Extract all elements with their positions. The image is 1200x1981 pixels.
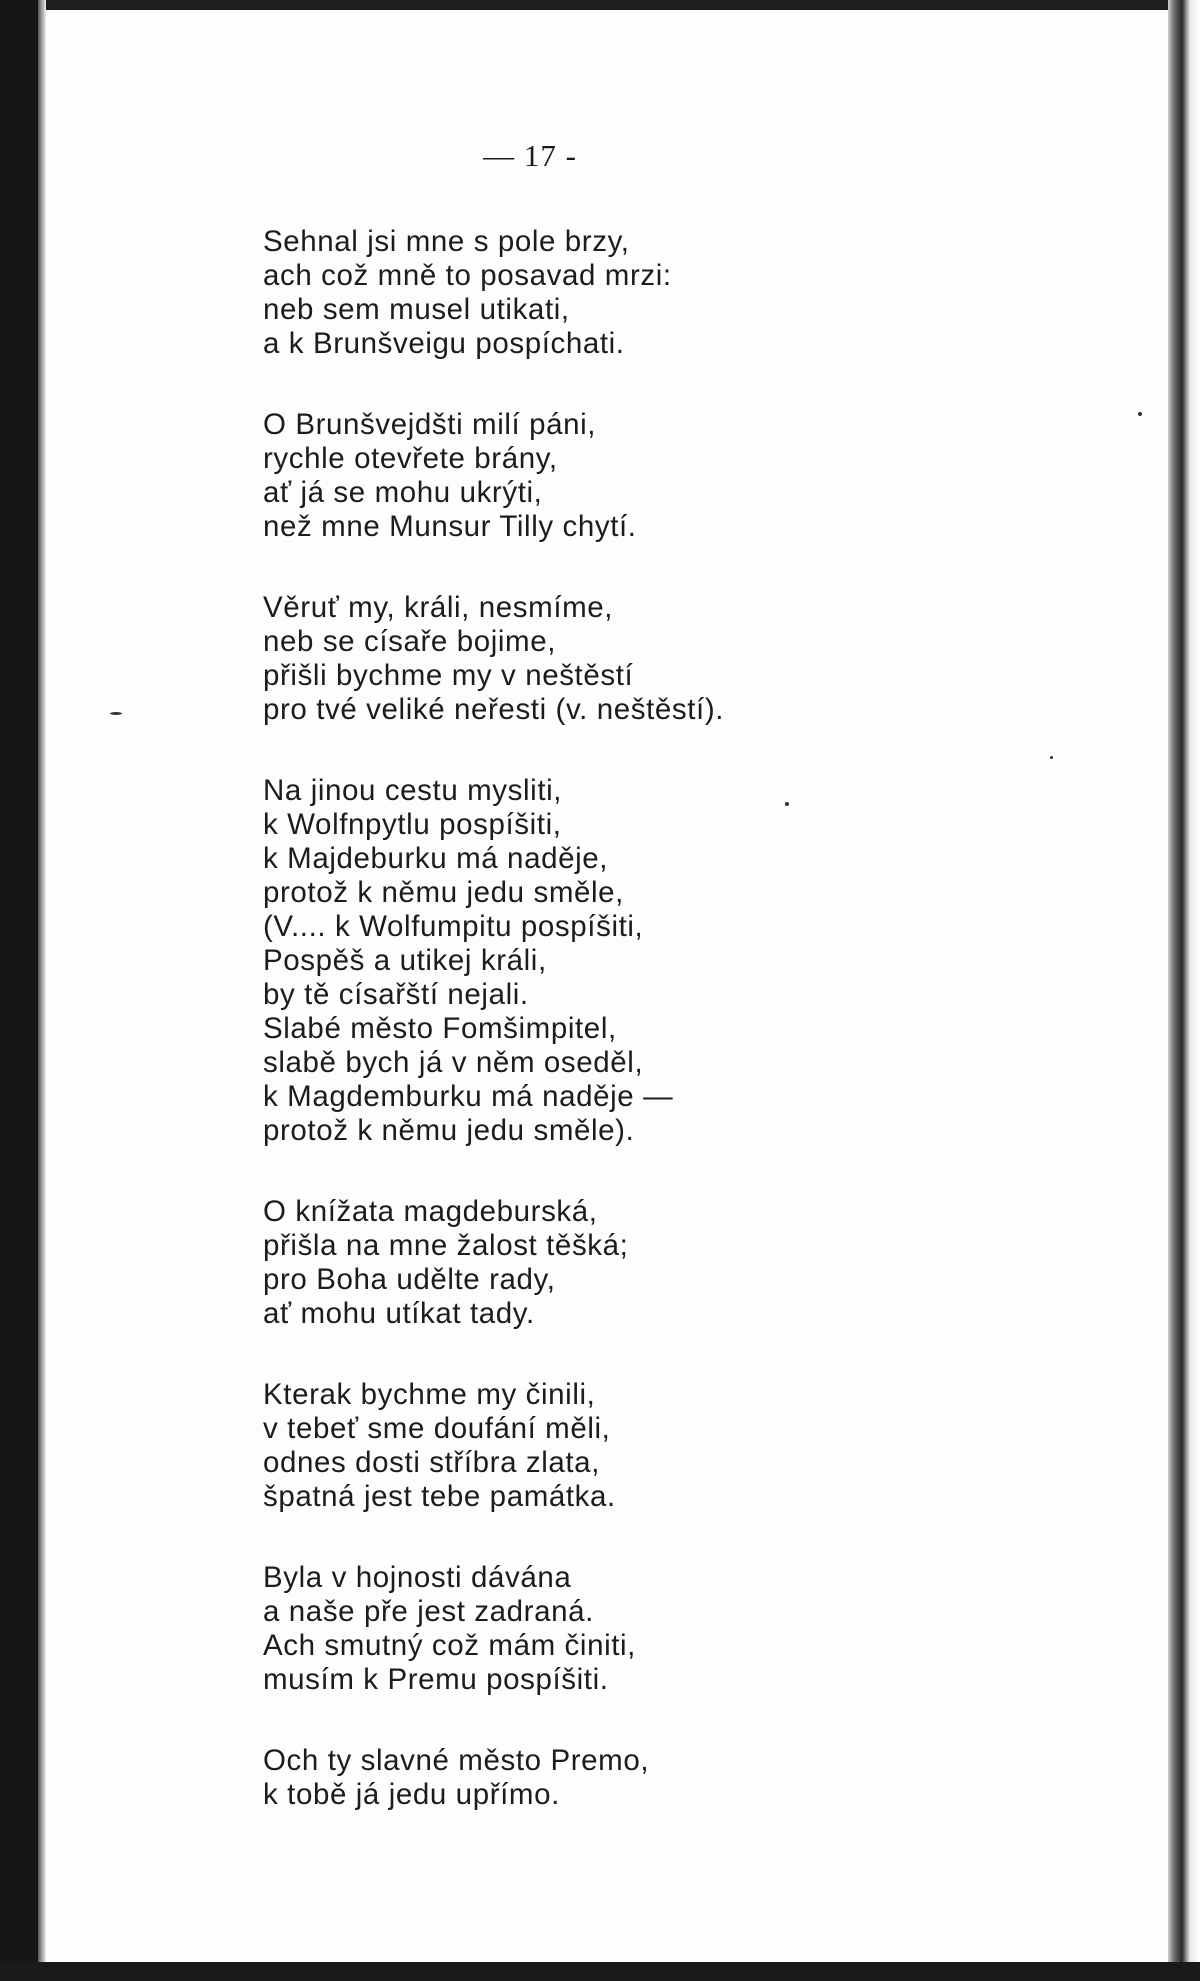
poem-line: protož k němu jedu směle,	[263, 876, 624, 909]
stanza	[263, 225, 1123, 361]
page-number: — 17 -	[483, 138, 577, 173]
poem-line: než mne Munsur Tilly chytí.	[263, 510, 637, 543]
poem-line: přišli bychme my v neštěstí	[263, 659, 634, 692]
poem-line: rychle otevřete brány,	[263, 442, 558, 475]
stanza	[263, 1378, 1123, 1514]
poem-line: špatná jest tebe památka.	[263, 1480, 616, 1513]
poem-line: Věruť my, králi, nesmíme,	[263, 591, 614, 624]
poem-text	[263, 225, 1123, 1859]
poem-line: ať já se mohu ukrýti,	[263, 476, 543, 509]
poem-line: Ach smutný což mám činiti,	[263, 1629, 636, 1662]
poem-line: odnes dosti stříbra zlata,	[263, 1446, 600, 1479]
poem-line: a naše pře jest zadraná.	[263, 1595, 594, 1628]
poem-line: k Magdemburku má naděje —	[263, 1080, 674, 1113]
poem-line: přišla na mne žalost těšká;	[263, 1229, 629, 1262]
stanza	[263, 1561, 1123, 1697]
binding-shadow	[38, 0, 46, 1981]
poem-line: Pospěš a utikej králi,	[263, 944, 547, 977]
stanza	[263, 1744, 1123, 1812]
poem-line: k Majdeburku má naděje,	[263, 842, 609, 875]
poem-line: O knížata magdeburská,	[263, 1195, 598, 1228]
poem-line: Sehnal jsi mne s pole brzy,	[263, 225, 630, 258]
stanza	[263, 1195, 1123, 1331]
stanza	[263, 591, 1123, 727]
poem-line: musím k Premu pospíšiti.	[263, 1663, 609, 1696]
poem-line: Kterak bychme my činili,	[263, 1378, 596, 1411]
poem-line: ach což mně to posavad mrzi:	[263, 259, 672, 292]
stanza	[263, 408, 1123, 544]
scan-speck	[110, 712, 122, 715]
scan-bottom-edge	[0, 1962, 1200, 1981]
poem-line: neb se císaře bojime,	[263, 625, 556, 658]
poem-line: a k Brunšveigu pospíchati.	[263, 327, 625, 360]
page-fore-edge	[1168, 0, 1200, 1981]
scan-speck	[1138, 412, 1142, 416]
scan-top-edge	[0, 0, 1200, 10]
poem-line: pro tvé veliké neřesti (v. neštěstí).	[263, 693, 725, 726]
poem-line: (V.... k Wolfumpitu pospíšiti,	[263, 910, 644, 943]
poem-line: Na jinou cestu mysliti,	[263, 774, 563, 807]
poem-line: ať mohu utíkat tady.	[263, 1297, 535, 1330]
poem-line: neb sem musel utikati,	[263, 293, 570, 326]
poem-line: k tobě já jedu upřímo.	[263, 1778, 560, 1811]
stanza	[263, 774, 1123, 1148]
poem-line: O Brunšvejdšti milí páni,	[263, 408, 597, 441]
poem-line: protož k němu jedu směle).	[263, 1114, 635, 1147]
poem-line: k Wolfnpytlu pospíšiti,	[263, 808, 562, 841]
poem-line: Och ty slavné město Premo,	[263, 1744, 650, 1777]
book-binding-edge	[0, 0, 38, 1981]
poem-line: Byla v hojnosti dávána	[263, 1561, 572, 1594]
poem-line: v tebeť sme doufání měli,	[263, 1412, 611, 1445]
poem-line: by tě císařští nejali.	[263, 978, 529, 1011]
poem-line: slabě bych já v něm oseděl,	[263, 1046, 644, 1079]
poem-line: pro Boha udělte rady,	[263, 1263, 556, 1296]
poem-line: Slabé město Fomšimpitel,	[263, 1012, 617, 1045]
